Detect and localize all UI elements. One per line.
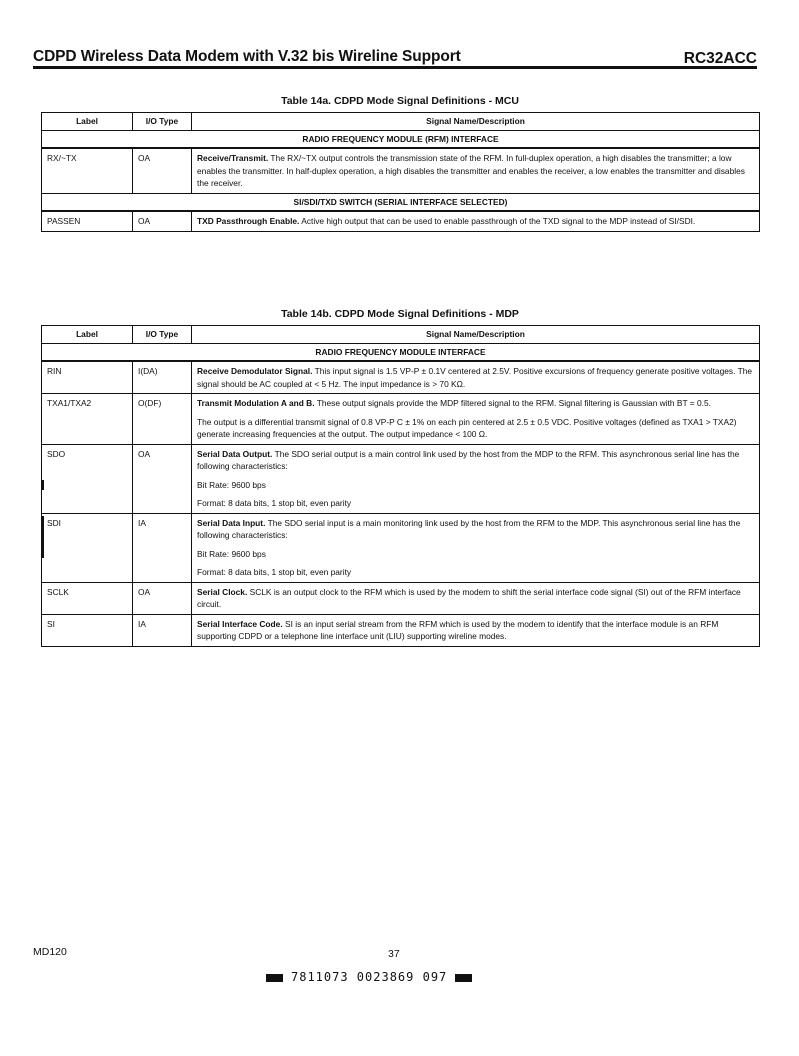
part-number: RC32ACC xyxy=(683,50,757,67)
signal-desc-paragraph xyxy=(197,517,754,542)
signal-desc-text: SI is an input serial stream from the RFM which is used by the modem to identify that the interface module is an RFM supporting CDPD or a telephone line interface unit (LIU) supporting wireline modes. xyxy=(197,618,719,641)
section-title: SI/SDI/TXD SWITCH (SERIAL INTERFACE SELECTED) xyxy=(42,193,760,211)
column-header-label: Label xyxy=(42,326,133,344)
signal-description xyxy=(192,148,760,193)
document-title: CDPD Wireless Data Modem with V.32 bis Wireline Support xyxy=(33,48,461,65)
signal-desc-paragraph xyxy=(197,448,754,473)
signal-desc-text: These output signals provide the MDP filtered signal to the RFM. Signal filtering is Gaussian with BT = 0.5. xyxy=(316,398,711,408)
signal-desc-paragraph: Format: 8 data bits, 1 stop bit, even parity xyxy=(197,567,352,577)
signal-desc-text: This input signal is 1.5 VP-P ± 0.1V centered at 2.5V. Positive excursions of frequency generate positive voltages. The signal should be AC coupled at < 5 Hz. The input impedance is > 70 KΩ. xyxy=(197,366,753,389)
signal-desc-paragraph xyxy=(197,365,754,390)
barcode-block-right xyxy=(455,974,472,982)
signal-desc-text: The RX/~TX output controls the transmission state of the RFM. In full-duplex operation, a high disables the transmitter; a low enables the transmitter. In half-duplex operation, a high disables the transmitter and enables the receiver, a low enables the transmitter and disables the receiver. xyxy=(197,153,745,188)
table-a xyxy=(41,112,760,232)
column-header-description: Signal Name/Description xyxy=(192,113,760,131)
section-row xyxy=(42,193,760,211)
signal-io-type: OA xyxy=(133,582,192,614)
table-row xyxy=(42,513,760,582)
table-b-caption: Table 14b. CDPD Mode Signal Definitions - MDP xyxy=(281,308,519,320)
signal-description xyxy=(192,582,760,614)
column-header-label: Label xyxy=(42,113,133,131)
table-row xyxy=(42,614,760,646)
table-row xyxy=(42,361,760,394)
signal-io-type: I(DA) xyxy=(133,361,192,394)
signal-desc-text: The SDO serial output is a main control link used by the host from the MDP to the RFM. This asynchronous serial line has the following characteristics: xyxy=(197,448,740,471)
section-row xyxy=(42,343,760,361)
margin-mark xyxy=(42,480,44,490)
signal-description xyxy=(192,394,760,445)
signal-io-type: IA xyxy=(133,513,192,582)
signal-name: Transmit Modulation A and B. xyxy=(197,398,315,408)
header-rule xyxy=(33,66,757,69)
table-b xyxy=(41,325,760,647)
signal-label: PASSEN xyxy=(42,211,133,231)
signal-desc-text: Active high output that can be used to enable passthrough of the TXD signal to the MDP instead of SI/SDI. xyxy=(301,216,696,226)
signal-desc-paragraph xyxy=(197,586,754,611)
signal-desc-paragraph: The output is a differential transmit signal of 0.8 VP-P C ± 1% on each pin centered at 2.5 ± 0.5 VDC. Positive voltages (defined as TXA1 > TXA2) generate increasing frequencies at the output. The output impedance < 100 Ω. xyxy=(197,416,737,439)
signal-io-type: OA xyxy=(133,444,192,513)
signal-name: Serial Data Output. xyxy=(197,448,273,459)
barcode-block-left xyxy=(266,974,283,982)
column-header-description: Signal Name/Description xyxy=(192,326,760,344)
signal-desc-paragraph: Bit Rate: 9600 bps xyxy=(197,479,266,490)
signal-label: SDI xyxy=(42,513,133,582)
signal-label: SCLK xyxy=(42,582,133,614)
section-title: RADIO FREQUENCY MODULE (RFM) INTERFACE xyxy=(42,130,760,148)
page-number: 37 xyxy=(388,948,400,960)
signal-io-type: O(DF) xyxy=(133,394,192,445)
column-header-io-type: I/O Type xyxy=(133,113,192,131)
table-a-header-row xyxy=(42,113,760,131)
document-id: MD120 xyxy=(33,946,67,958)
signal-name: Serial Interface Code. xyxy=(197,618,283,629)
barcode-line xyxy=(258,970,480,984)
signal-description xyxy=(192,444,760,513)
section-title: RADIO FREQUENCY MODULE INTERFACE xyxy=(42,343,760,361)
column-header-io-type: I/O Type xyxy=(133,326,192,344)
signal-description xyxy=(192,614,760,646)
signal-description xyxy=(192,513,760,582)
signal-io-type: OA xyxy=(133,211,192,231)
signal-desc-text: SCLK is an output clock to the RFM which is used by the modem to shift the serial interface code signal (SI) out of the RFM interface circuit. xyxy=(197,586,741,609)
signal-name: Serial Data Input. xyxy=(197,517,266,528)
signal-desc-paragraph: Format: 8 data bits, 1 stop bit, even parity xyxy=(197,498,352,508)
table-a-caption: Table 14a. CDPD Mode Signal Definitions - MCU xyxy=(281,95,519,107)
signal-name: Receive Demodulator Signal. xyxy=(197,366,313,376)
signal-label: SI xyxy=(42,614,133,646)
table-row xyxy=(42,444,760,513)
signal-label: RIN xyxy=(42,361,133,394)
signal-name: Serial Clock. xyxy=(197,586,248,597)
signal-io-type: OA xyxy=(133,148,192,193)
margin-mark xyxy=(42,516,44,558)
signal-label: RX/~TX xyxy=(42,148,133,193)
signal-label: SDO xyxy=(42,444,133,513)
signal-desc-paragraph: Bit Rate: 9600 bps xyxy=(197,548,266,559)
barcode-text: 7811073 0023869 097 xyxy=(291,970,448,984)
signal-name: TXD Passthrough Enable. xyxy=(197,216,300,226)
table-b-header-row xyxy=(42,326,760,344)
signal-desc-paragraph xyxy=(197,618,754,643)
signal-io-type: IA xyxy=(133,614,192,646)
signal-desc-paragraph xyxy=(197,397,754,410)
signal-label: TXA1/TXA2 xyxy=(42,394,133,445)
table-row xyxy=(42,582,760,614)
table-row xyxy=(42,148,760,193)
signal-desc-text: The SDO serial input is a main monitoring link used by the host from the RFM to the MDP. This asynchronous serial line has the following characteristics: xyxy=(197,517,741,540)
signal-description xyxy=(192,361,760,394)
section-row xyxy=(42,130,760,148)
table-row xyxy=(42,394,760,445)
table-row xyxy=(42,211,760,231)
signal-name: Receive/Transmit. xyxy=(197,153,269,163)
signal-description xyxy=(192,211,760,231)
